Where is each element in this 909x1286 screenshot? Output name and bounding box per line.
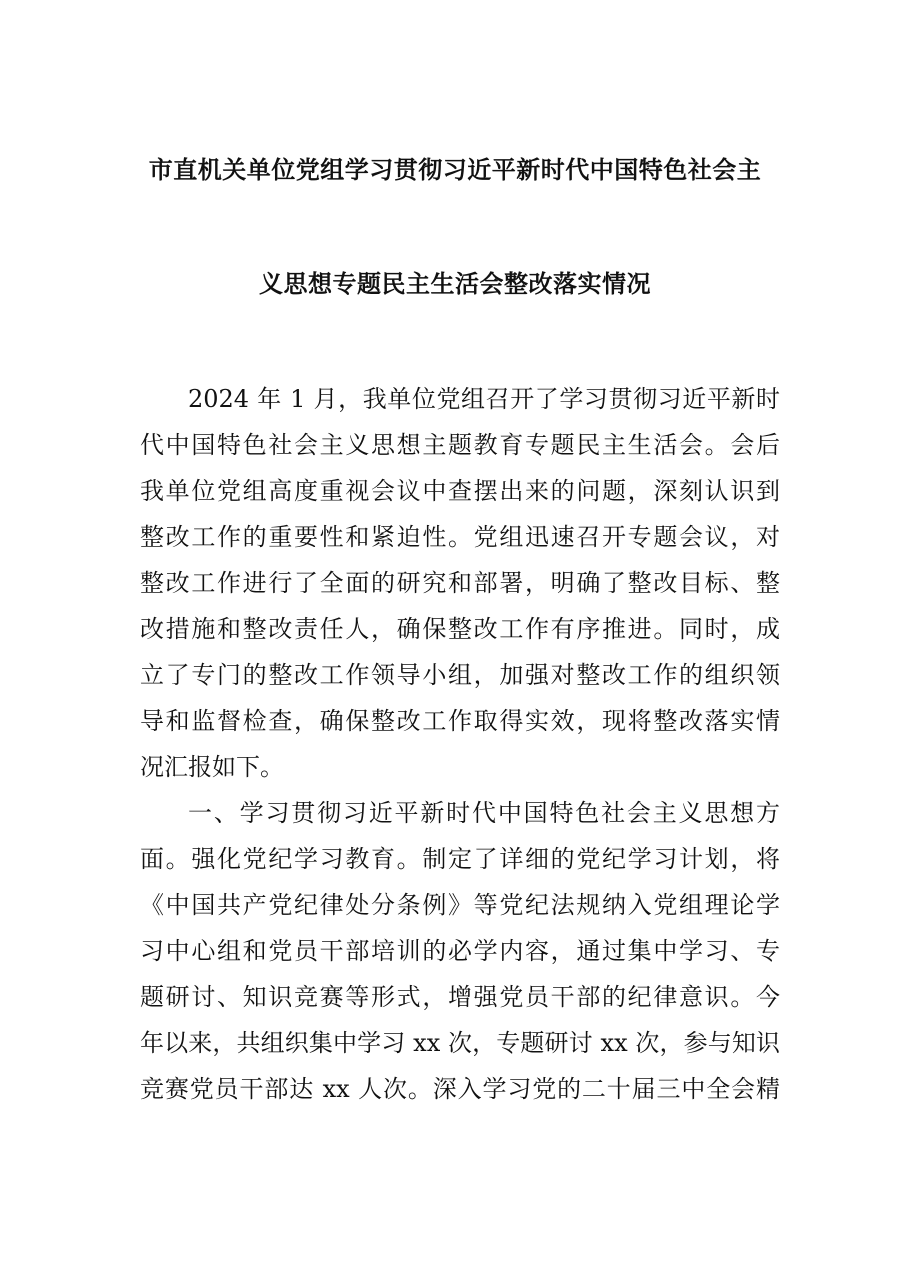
paragraph-line: 代中国特色社会主义思想主题教育专题民主生活会。会后	[140, 431, 780, 459]
paragraph-line: 整改工作进行了全面的研究和部署，明确了整改目标、整	[140, 569, 780, 597]
paragraph-line: 导和监督检查，确保整改工作取得实效，现将整改落实情	[140, 707, 780, 735]
document-title-line-1: 市直机关单位党组学习贯彻习近平新时代中国特色社会主	[148, 155, 762, 184]
paragraph-line: 题研讨、知识竞赛等形式，增强党员干部的纪律意识。今	[140, 983, 780, 1011]
paragraph-line: 我单位党组高度重视会议中查摆出来的问题，深刻认识到	[140, 477, 780, 505]
paragraph-line: 一、学习贯彻习近平新时代中国特色社会主义思想方	[188, 799, 780, 827]
paragraph-line: 改措施和整改责任人，确保整改工作有序推进。同时，成	[140, 615, 780, 643]
paragraph-line: 2024 年 1 月，我单位党组召开了学习贯彻习近平新时	[188, 385, 780, 413]
paragraph-2	[140, 790, 780, 1112]
paragraph-line: 竞赛党员干部达 xx 人次。深入学习党的二十届三中全会精	[140, 1075, 780, 1103]
paragraph-line: 整改工作的重要性和紧迫性。党组迅速召开专题会议，对	[140, 523, 780, 551]
paragraph-line: 年以来，共组织集中学习 xx 次，专题研讨 xx 次，参与知识	[140, 1029, 780, 1057]
paragraph-line: 立了专门的整改工作领导小组，加强对整改工作的组织领	[140, 661, 780, 689]
paragraph-1	[140, 376, 780, 790]
paragraph-line: 面。强化党纪学习教育。制定了详细的党纪学习计划，将	[140, 845, 780, 873]
paragraph-line: 况汇报如下。	[140, 753, 284, 781]
document-title-line-2: 义思想专题民主生活会整改落实情况	[259, 269, 651, 298]
document-body	[140, 376, 780, 1112]
paragraph-line: 《中国共产党纪律处分条例》等党纪法规纳入党组理论学	[140, 891, 780, 919]
paragraph-line: 习中心组和党员干部培训的必学内容，通过集中学习、专	[140, 937, 780, 965]
